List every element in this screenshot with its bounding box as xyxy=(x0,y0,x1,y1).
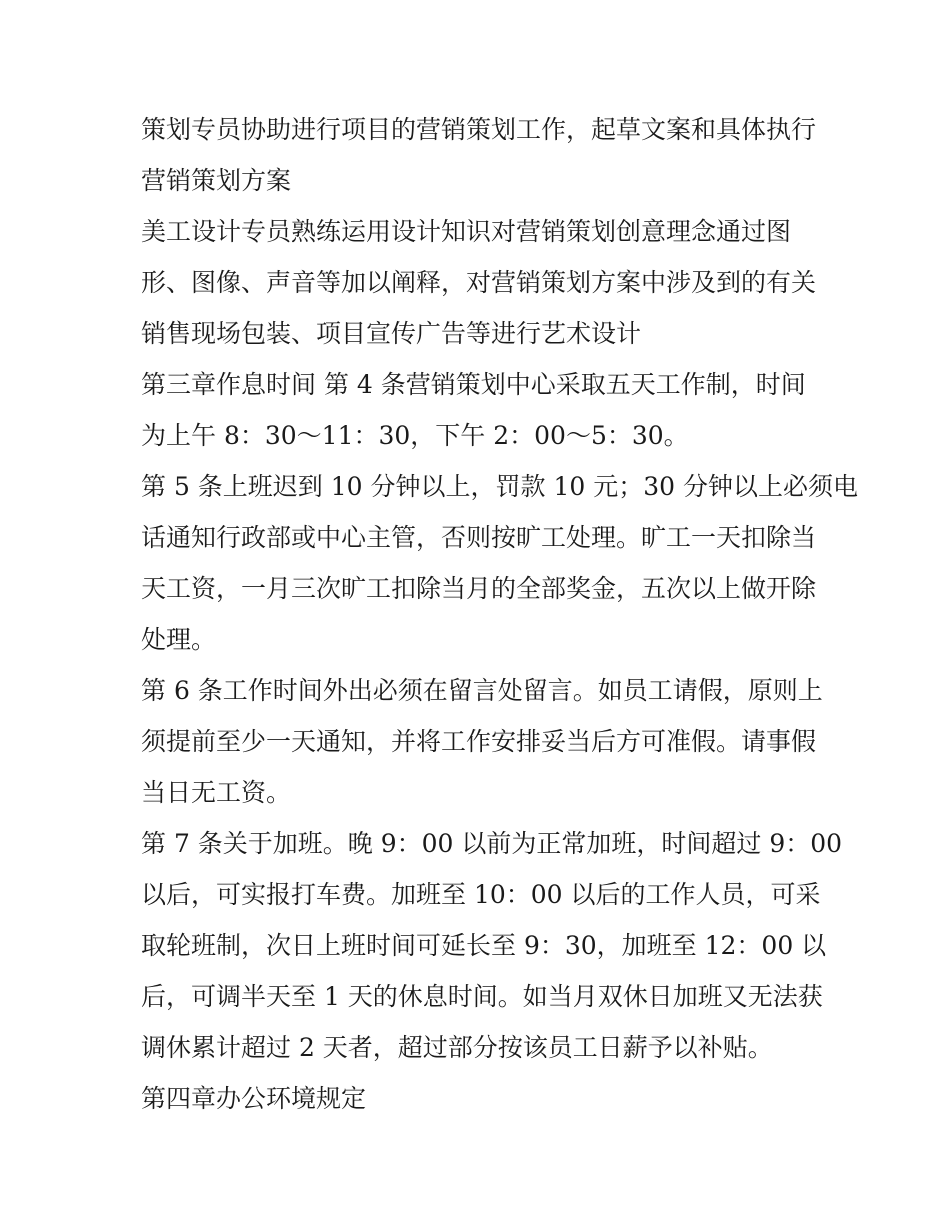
text-line: 第 5 条上班迟到 10 分钟以上，罚款 10 元；30 分钟以上必须电 xyxy=(141,472,858,501)
text-line: 第 6 条工作时间外出必须在留言处留言。如员工请假，原则上 xyxy=(141,676,823,705)
chapter-3-heading-line: 第三章作息时间 第 4 条营销策划中心采取五天工作制，时间 xyxy=(141,370,806,399)
text-line: 营销策划方案 xyxy=(141,166,292,195)
text-line: 策划专员协助进行项目的营销策划工作，起草文案和具体执行 xyxy=(141,115,817,144)
text-line: 形、图像、声音等加以阐释，对营销策划方案中涉及到的有关 xyxy=(141,268,817,297)
text-line: 处理。 xyxy=(141,625,217,654)
chapter-4-heading: 第四章办公环境规定 xyxy=(141,1084,367,1113)
text-line: 话通知行政部或中心主管，否则按旷工处理。旷工一天扣除当 xyxy=(141,523,817,552)
text-line: 天工资，一月三次旷工扣除当月的全部奖金，五次以上做开除 xyxy=(141,574,817,603)
text-line: 销售现场包装、项目宣传广告等进行艺术设计 xyxy=(141,319,642,348)
text-line: 美工设计专员熟练运用设计知识对营销策划创意理念通过图 xyxy=(141,217,792,246)
text-line: 须提前至少一天通知，并将工作安排妥当后方可准假。请事假 xyxy=(141,727,817,756)
text-line: 后，可调半天至 1 天的休息时间。如当月双休日加班又无法获 xyxy=(141,982,823,1011)
text-line: 为上午 8：30～11：30，下午 2：00～5：30。 xyxy=(141,421,689,450)
text-line: 取轮班制，次日上班时间可延长至 9：30，加班至 12：00 以 xyxy=(141,931,827,960)
text-line: 当日无工资。 xyxy=(141,778,292,807)
text-line: 调休累计超过 2 天者，超过部分按该员工日薪予以补贴。 xyxy=(141,1033,773,1062)
document-body xyxy=(141,104,858,1124)
text-line: 以后，可实报打车费。加班至 10：00 以后的工作人员，可采 xyxy=(141,880,821,909)
text-line: 第 7 条关于加班。晚 9：00 以前为正常加班，时间超过 9：00 xyxy=(141,829,843,858)
